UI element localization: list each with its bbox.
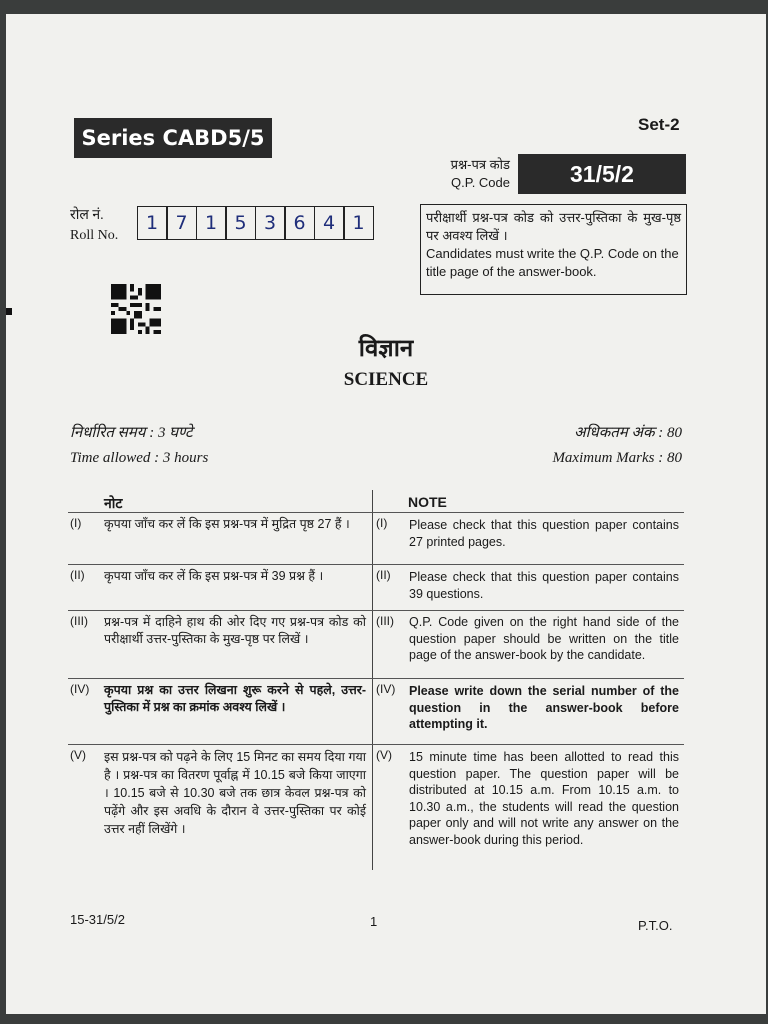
roll-label-hindi: रोल नं. — [70, 208, 104, 223]
note-text-hindi: कृपया जाँच कर लें कि इस प्रश्न-पत्र में 39 प्रश्न हैं । — [104, 569, 324, 583]
note-number: (V) — [70, 748, 86, 762]
note-text-hindi: कृपया जाँच कर लें कि इस प्रश्न-पत्र में मुद्रित पृष्ठ 27 हैं । — [104, 517, 350, 531]
table-rule — [68, 744, 684, 745]
edge-mark — [6, 308, 12, 315]
qp-code-label-english: Q.P. Code — [450, 175, 510, 190]
note-text-hindi: इस प्रश्न-पत्र को पढ़ने के लिए 15 मिनट का समय दिया गया है । प्रश्न-पत्र का वितरण पूर्वाह्न में 10.15 बजे किया जाएगा । 10.15 बजे से 10.30 बजे तक छात्र केवल प्रश्न-पत्र को पढ़ेंगे और इस अवधि के दौरान वे उत्तर-पुस्तिका पर कोई उत्तर नहीं लिखेंगे । — [104, 750, 366, 836]
subject-title-hindi: विज्ञान — [358, 334, 414, 362]
note-text-english: Q.P. Code given on the right hand side of the question paper should be written on the title page of the answer-book by the candidate. — [409, 615, 679, 662]
qr-code-icon — [110, 284, 162, 334]
series-label: Series CABD5/5 — [74, 118, 272, 158]
pto-label: P.T.O. — [638, 918, 673, 933]
roll-number-label — [70, 206, 118, 246]
note-number: (III) — [376, 614, 394, 628]
table-rule — [68, 678, 684, 679]
note-heading-hindi: नोट — [104, 495, 123, 511]
roll-digit: 3 — [255, 206, 286, 240]
roll-digit: 1 — [343, 206, 374, 240]
roll-digit: 5 — [225, 206, 256, 240]
note-number: (II) — [70, 568, 85, 582]
roll-label-english: Roll No. — [70, 228, 119, 243]
note-text-hindi: प्रश्न-पत्र में दाहिने हाथ की ओर दिए गए प्रश्न-पत्र कोड को परीक्षार्थी उत्तर-पुस्तिका के मुख-पृष्ठ पर लिखें । — [104, 615, 366, 646]
note-text-english: 15 minute time has been allotted to read this question paper. The question paper will be distributed at 10.15 a.m. From 10.15 a.m. to 10.30 a.m., the students will read the question paper only and will not write any answer on the answer-book during this period. — [409, 750, 679, 847]
time-english: Time allowed : 3 hours — [70, 450, 209, 466]
roll-digit: 7 — [166, 206, 197, 240]
note-number: (III) — [70, 614, 88, 628]
roll-digit: 1 — [196, 206, 227, 240]
table-rule — [68, 564, 684, 565]
roll-digit: 1 — [137, 206, 168, 240]
note-number: (II) — [376, 568, 391, 582]
exam-page — [6, 14, 766, 1014]
footer-code: 15-31/5/2 — [70, 912, 125, 927]
note-text-hindi: कृपया प्रश्न का उत्तर लिखना शुरू करने से पहले, उत्तर-पुस्तिका में प्रश्न का क्रमांक अवश्य लिखें । — [104, 683, 366, 714]
time-hindi: निर्धारित समय : 3 घण्टे — [70, 425, 193, 441]
instruction-hindi: परीक्षार्थी प्रश्न-पत्र कोड को उत्तर-पुस्तिका के मुख-पृष्ठ पर अवश्य लिखें । — [426, 210, 681, 243]
note-number: (I) — [376, 516, 388, 530]
roll-number-boxes — [138, 206, 374, 240]
note-number: (IV) — [376, 682, 396, 696]
note-text-english: Please check that this question paper contains 39 questions. — [409, 570, 679, 601]
note-number: (I) — [70, 516, 82, 530]
instruction-english: Candidates must write the Q.P. Code on the title page of the answer-book. — [426, 246, 679, 279]
marks-english: Maximum Marks : 80 — [552, 450, 682, 466]
roll-digit: 4 — [314, 206, 345, 240]
table-rule — [68, 610, 684, 611]
note-number: (V) — [376, 748, 392, 762]
marks-hindi: अधिकतम अंक : 80 — [574, 425, 682, 441]
subject-title-english: SCIENCE — [343, 369, 429, 390]
qp-code-label — [426, 156, 510, 192]
table-divider — [372, 490, 373, 870]
note-text-english: Please check that this question paper contains 27 printed pages. — [409, 518, 679, 549]
note-heading-english: NOTE — [408, 494, 447, 510]
note-text-english: Please write down the serial number of the question in the answer-book before attempting it. — [409, 684, 679, 731]
qp-code-instruction-box — [420, 204, 687, 295]
roll-digit: 6 — [284, 206, 315, 240]
qp-code-value: 31/5/2 — [518, 154, 686, 194]
table-rule — [68, 512, 684, 513]
qp-code-label-hindi: प्रश्न-पत्र कोड — [450, 157, 510, 172]
page-number: 1 — [370, 914, 378, 929]
set-label: Set-2 — [638, 115, 680, 134]
note-number: (IV) — [70, 682, 90, 696]
